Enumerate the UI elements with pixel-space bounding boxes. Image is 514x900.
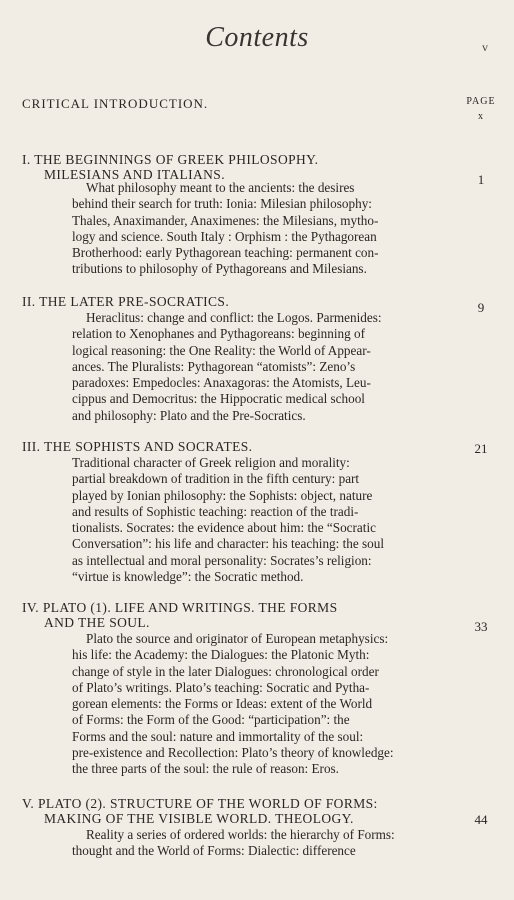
entry-heading-line: IV. PLATO (1). LIFE AND WRITINGS. THE FORMS (22, 600, 338, 615)
entry-summary (72, 180, 448, 278)
entry-heading-line: AND THE SOUL. (44, 615, 150, 630)
summary-line: of Forms: the Form of the Good: “participation”: the (72, 712, 350, 728)
entry-page-number: 44 (474, 812, 488, 827)
summary-line: behind their search for truth: Ionia: Milesian philosophy: (72, 196, 372, 212)
summary-line: and philosophy: Plato and the Pre-Socratics. (72, 407, 306, 423)
summary-line: played by Ionian philosophy: the Sophists: object, nature (72, 487, 373, 503)
summary-line: logy and science. South Italy : Orphism : the Pythagorean (72, 228, 377, 244)
summary-line: his life: the Academy: the Dialogues: the Platonic Myth: (72, 647, 370, 663)
page-column-label (464, 94, 498, 124)
critical-introduction-entry: CRITICAL INTRODUCTION. (22, 96, 209, 111)
entry-heading-line: MILESIANS AND ITALIANS. (44, 167, 225, 182)
summary-line: as intellectual and moral personality: Socrates’s religion: (72, 552, 372, 568)
entry-summary (72, 827, 448, 860)
entry-heading (0, 294, 460, 309)
entry-page-number: 21 (474, 441, 488, 456)
summary-line: What philosophy meant to the ancients: the desires (86, 180, 355, 195)
entry-heading-line: III. THE SOPHISTS AND SOCRATES. (22, 439, 253, 454)
summary-line: change of style in the later Dialogues: chronological order (72, 663, 379, 679)
summary-line: relation to Xenophanes and Pythagoreans: beginning of (72, 326, 365, 342)
summary-line: “virtue is knowledge”: the Socratic method. (72, 569, 304, 585)
entry-heading-line: I. THE BEGINNINGS OF GREEK PHILOSOPHY. (22, 152, 319, 167)
entry-heading (0, 152, 460, 182)
summary-line: logical reasoning: the One Reality: the World of Appear- (72, 342, 371, 358)
entry-heading (0, 439, 460, 454)
summary-line: gorean elements: the Forms or Ideas: extent of the World (72, 696, 373, 712)
entry-summary (72, 631, 448, 778)
summary-line: Traditional character of Greek religion and morality: (72, 455, 350, 470)
summary-line: ances. The Pluralists: Pythagorean “atomists”: Zeno’s (72, 358, 356, 374)
entry-summary (72, 310, 448, 424)
entry-heading (0, 600, 460, 630)
summary-line: thought and the World of Forms: Dialectic: difference (72, 843, 356, 859)
entry-heading-line: V. PLATO (2). STRUCTURE OF THE WORLD OF FORMS: (22, 796, 378, 811)
summary-line: pre-existence and Recollection: Plato’s theory of knowledge: (72, 745, 394, 761)
summary-line: Brotherhood: early Pythagorean teaching: permanent con- (72, 245, 379, 261)
entry-summary (72, 455, 448, 585)
summary-line: Forms and the soul: nature and immortality of the soul: (72, 728, 364, 744)
entry-page-number: 33 (474, 619, 488, 634)
summary-line: Thales, Anaximander, Anaximenes: the Milesians, mytho- (72, 212, 379, 228)
summary-line: paradoxes: Empedocles: Anaxagoras: the Atomists, Leu- (72, 375, 371, 391)
summary-line: and results of Sophistic teaching: reaction of the tradi- (72, 503, 359, 519)
page-column-label-text: PAGE (466, 96, 496, 107)
summary-line: of Plato’s writings. Plato’s teaching: Socratic and Pytha- (72, 679, 370, 695)
summary-line: tionalists. Socrates: the evidence about him: the “Socratic (72, 520, 376, 536)
roman-page-number: v (482, 40, 488, 54)
summary-line: partial breakdown of tradition in the fifth century: part (72, 471, 360, 487)
summary-line: Plato the source and originator of European metaphysics: (86, 631, 389, 646)
entry-page-number: 1 (477, 172, 485, 187)
entry-page-number: 9 (477, 300, 485, 315)
summary-line: Heraclitus: change and conflict: the Logos. Parmenides: (86, 310, 382, 325)
page-title: Contents (205, 22, 309, 53)
summary-line: Reality a series of ordered worlds: the hierarchy of Forms: (86, 827, 395, 842)
summary-line: the three parts of the soul: the rule of reason: Eros. (72, 761, 339, 777)
summary-line: cippus and Democritus: the Hippocratic medical school (72, 391, 365, 407)
entry-heading-line: II. THE LATER PRE-SOCRATICS. (22, 294, 230, 309)
critical-intro-page: x (478, 111, 484, 122)
entry-heading-line: MAKING OF THE VISIBLE WORLD. THEOLOGY. (44, 811, 354, 826)
entry-heading (0, 796, 460, 826)
summary-line: Conversation”: his life and character: his teaching: the soul (72, 536, 385, 552)
summary-line: tributions to philosophy of Pythagoreans and Milesians. (72, 261, 367, 277)
